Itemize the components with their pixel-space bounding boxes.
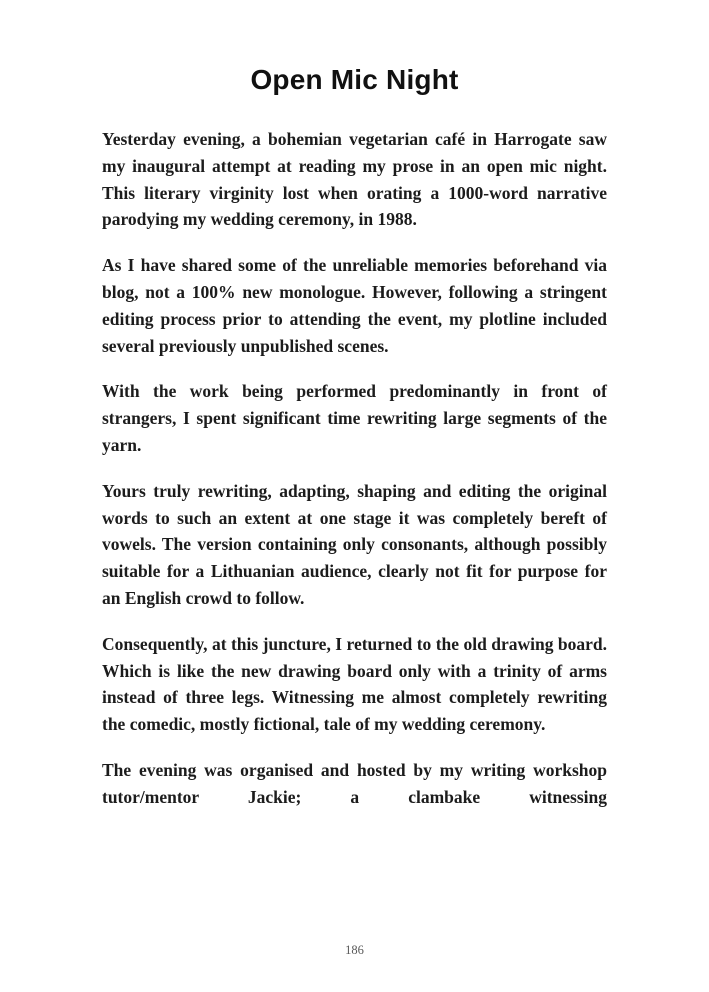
paragraph-3: With the work being performed predominantly in front of strangers, I spent significant time rewriting large segments of the yarn. xyxy=(102,381,607,455)
paragraph-5: Consequently, at this juncture, I returned to the old drawing board. Which is like the new drawing board only with a trinity of arms instead of three legs. Witnessing me almost completely rewriting the comedic, mostly fictional, tale of my wedding ceremony. xyxy=(102,633,607,735)
paragraph-2: As I have shared some of the unreliable memories beforehand via blog, not a 100% new monologue. However, following a stringent editing process prior to attending the event, my plotline included several previously unpublished scenes. xyxy=(102,255,607,356)
page-number: 186 xyxy=(345,943,364,957)
paragraph-6: The evening was organised and hosted by my writing workshop tutor/mentor Jackie; a clambake witnessing xyxy=(102,759,607,807)
paragraph-4: Yours truly rewriting, adapting, shaping and editing the original words to such an extent at one stage it was completely bereft of vowels. The version containing only consonants, although possibly suitable for a Lithuanian audience, clearly not fit for purpose for an English crowd to follow. xyxy=(102,480,607,608)
page-title: Open Mic Night xyxy=(250,64,459,95)
page-body xyxy=(102,126,607,811)
paragraph-1: Yesterday evening, a bohemian vegetarian café in Harrogate saw my inaugural attempt at reading my prose in an open mic night. This literary virginity lost when orating a 1000-word narrative parodying my wedding ceremony, in 1988. xyxy=(102,129,607,230)
